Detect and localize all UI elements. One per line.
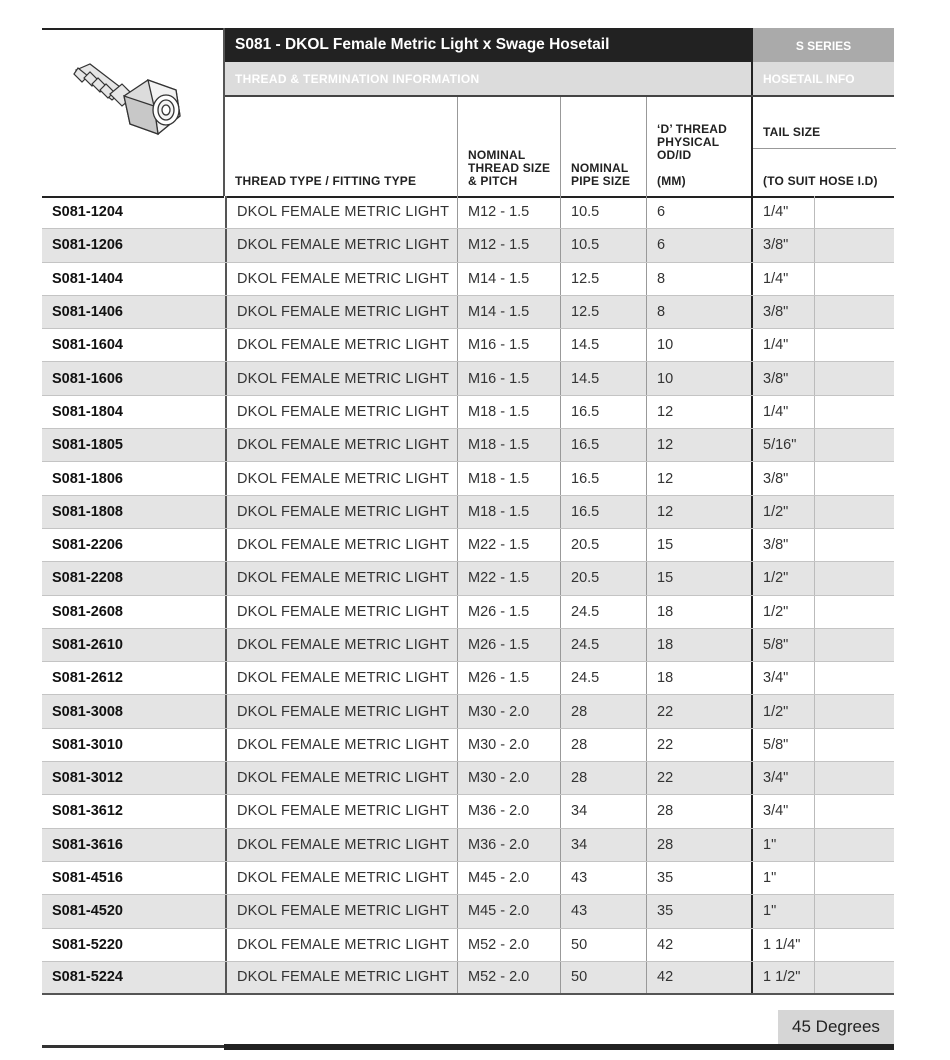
d-thread-od-cell: 22	[646, 762, 751, 794]
table-row	[42, 429, 894, 462]
table-row	[42, 695, 894, 728]
part-number-cell: S081-1206	[52, 237, 123, 254]
tail-size-cell: 1/4"	[751, 396, 814, 428]
thread-type-cell: DKOL FEMALE METRIC LIGHT	[225, 462, 457, 494]
col-nominal-thread-line2: THREAD SIZE	[468, 161, 551, 175]
tail-size-cell: 3/4"	[751, 662, 814, 694]
empty-cell	[814, 596, 894, 628]
pipe-size-cell: 16.5	[560, 429, 646, 461]
part-number-cell: S081-2206	[52, 537, 123, 554]
d-thread-od-cell: 42	[646, 962, 751, 993]
d-thread-od-cell: 28	[646, 795, 751, 827]
empty-cell	[814, 662, 894, 694]
part-number-cell: S081-5220	[52, 936, 123, 953]
tail-size-cell: 3/8"	[751, 229, 814, 261]
d-thread-od-cell: 8	[646, 296, 751, 328]
d-thread-od-cell: 18	[646, 662, 751, 694]
d-thread-od-cell: 22	[646, 695, 751, 727]
d-thread-od-cell: 10	[646, 362, 751, 394]
pipe-size-cell: 16.5	[560, 396, 646, 428]
thread-size-cell: M12 - 1.5	[457, 196, 560, 228]
pipe-size-cell: 34	[560, 829, 646, 861]
thread-type-cell: DKOL FEMALE METRIC LIGHT	[225, 862, 457, 894]
table-row	[42, 196, 894, 229]
empty-cell	[814, 729, 894, 761]
table-row	[42, 263, 894, 296]
table-row	[42, 396, 894, 429]
part-number-cell: S081-1804	[52, 403, 123, 420]
thread-type-cell: DKOL FEMALE METRIC LIGHT	[225, 529, 457, 561]
pipe-size-cell: 28	[560, 695, 646, 727]
col-d-thread-line2: PHYSICAL	[657, 135, 720, 149]
thread-type-cell: DKOL FEMALE METRIC LIGHT	[225, 695, 457, 727]
d-thread-od-cell: 12	[646, 429, 751, 461]
part-number-cell: S081-3616	[52, 836, 123, 853]
thread-size-cell: M30 - 2.0	[457, 695, 560, 727]
fitting-illustration-icon	[68, 54, 198, 164]
col-nominal-pipe	[560, 97, 646, 196]
part-number-cell: S081-4516	[52, 870, 123, 887]
pipe-size-cell: 12.5	[560, 263, 646, 295]
thread-size-cell: M16 - 1.5	[457, 329, 560, 361]
tail-size-cell: 1/2"	[751, 496, 814, 528]
part-number-cell: S081-4520	[52, 903, 123, 920]
d-thread-od-cell: 18	[646, 596, 751, 628]
table-row	[42, 329, 894, 362]
thread-type-cell: DKOL FEMALE METRIC LIGHT	[225, 263, 457, 295]
col-tail-size-label: TAIL SIZE	[753, 97, 896, 149]
part-number-cell: S081-2608	[52, 603, 123, 620]
d-thread-od-cell: 8	[646, 263, 751, 295]
empty-cell	[814, 396, 894, 428]
thread-size-cell: M22 - 1.5	[457, 529, 560, 561]
empty-cell	[814, 362, 894, 394]
thread-size-cell: M30 - 2.0	[457, 762, 560, 794]
part-number-cell: S081-1204	[52, 204, 123, 221]
col-d-thread-unit: (MM)	[657, 174, 686, 188]
pipe-size-cell: 20.5	[560, 562, 646, 594]
pipe-size-cell: 10.5	[560, 196, 646, 228]
empty-cell	[814, 229, 894, 261]
page-title: S081 - DKOL Female Metric Light x Swage Hosetail	[225, 28, 751, 62]
pipe-size-cell: 16.5	[560, 462, 646, 494]
part-number-cell: S081-1406	[52, 304, 123, 321]
thread-type-cell: DKOL FEMALE METRIC LIGHT	[225, 629, 457, 661]
product-table-body	[42, 196, 894, 995]
thread-size-cell: M26 - 1.5	[457, 596, 560, 628]
table-row	[42, 362, 894, 395]
tail-size-cell: 1/4"	[751, 196, 814, 228]
d-thread-od-cell: 10	[646, 329, 751, 361]
col-thread-type: THREAD TYPE / FITTING TYPE	[235, 174, 417, 188]
pipe-size-cell: 20.5	[560, 529, 646, 561]
table-row	[42, 562, 894, 595]
part-number-cell: S081-1806	[52, 470, 123, 487]
d-thread-od-cell: 35	[646, 895, 751, 927]
tail-size-cell: 1"	[751, 862, 814, 894]
product-image-cell	[42, 28, 224, 198]
pipe-size-cell: 28	[560, 729, 646, 761]
d-thread-od-cell: 28	[646, 829, 751, 861]
tail-size-cell: 1"	[751, 895, 814, 927]
tail-size-cell: 1/4"	[751, 263, 814, 295]
empty-cell	[814, 496, 894, 528]
col-nominal-pipe-line2: PIPE SIZE	[571, 174, 631, 188]
table-row	[42, 662, 894, 695]
tail-size-cell: 3/8"	[751, 362, 814, 394]
tail-size-cell: 3/4"	[751, 762, 814, 794]
thread-size-cell: M36 - 2.0	[457, 795, 560, 827]
thread-type-cell: DKOL FEMALE METRIC LIGHT	[225, 429, 457, 461]
d-thread-od-cell: 12	[646, 396, 751, 428]
thread-size-cell: M52 - 2.0	[457, 962, 560, 993]
thread-size-cell: M26 - 1.5	[457, 629, 560, 661]
pipe-size-cell: 10.5	[560, 229, 646, 261]
thread-type-cell: DKOL FEMALE METRIC LIGHT	[225, 729, 457, 761]
tail-size-cell: 5/16"	[751, 429, 814, 461]
thread-type-cell: DKOL FEMALE METRIC LIGHT	[225, 596, 457, 628]
table-row	[42, 296, 894, 329]
pipe-size-cell: 14.5	[560, 362, 646, 394]
thread-type-cell: DKOL FEMALE METRIC LIGHT	[225, 762, 457, 794]
thread-type-cell: DKOL FEMALE METRIC LIGHT	[225, 562, 457, 594]
d-thread-od-cell: 18	[646, 629, 751, 661]
part-number-cell: S081-3010	[52, 736, 123, 753]
table-row	[42, 895, 894, 928]
tail-size-cell: 1 1/2"	[751, 962, 814, 993]
empty-cell	[814, 929, 894, 961]
part-number-cell: S081-1808	[52, 503, 123, 520]
thread-size-cell: M45 - 2.0	[457, 862, 560, 894]
col-nominal-pipe-line1: NOMINAL	[571, 161, 629, 175]
d-thread-od-cell: 42	[646, 929, 751, 961]
col-d-thread	[646, 97, 751, 196]
thread-size-cell: M16 - 1.5	[457, 362, 560, 394]
col-d-thread-line1: ‘D’ THREAD	[657, 122, 728, 136]
part-number-cell: S081-3008	[52, 703, 123, 720]
table-row	[42, 529, 894, 562]
empty-cell	[814, 296, 894, 328]
d-thread-od-cell: 15	[646, 529, 751, 561]
tail-size-cell: 3/8"	[751, 462, 814, 494]
empty-cell	[814, 462, 894, 494]
thread-type-cell: DKOL FEMALE METRIC LIGHT	[225, 196, 457, 228]
pipe-size-cell: 14.5	[560, 329, 646, 361]
empty-cell	[814, 629, 894, 661]
part-number-cell: S081-1404	[52, 270, 123, 287]
part-number-cell: S081-2610	[52, 637, 123, 653]
thread-type-cell: DKOL FEMALE METRIC LIGHT	[225, 962, 457, 993]
tail-size-cell: 1/2"	[751, 695, 814, 727]
tail-size-cell: 1"	[751, 829, 814, 861]
thread-type-cell: DKOL FEMALE METRIC LIGHT	[225, 329, 457, 361]
angle-label: 45 Degrees	[778, 1010, 894, 1044]
thread-type-cell: DKOL FEMALE METRIC LIGHT	[225, 296, 457, 328]
table-row	[42, 762, 894, 795]
thread-type-cell: DKOL FEMALE METRIC LIGHT	[225, 229, 457, 261]
table-row	[42, 596, 894, 629]
part-number-cell: S081-1805	[52, 437, 123, 454]
table-row	[42, 862, 894, 895]
section-label-thread: THREAD & TERMINATION INFORMATION	[225, 62, 751, 95]
thread-type-cell: DKOL FEMALE METRIC LIGHT	[225, 496, 457, 528]
part-number-cell: S081-1604	[52, 337, 123, 354]
pipe-size-cell: 50	[560, 929, 646, 961]
column-headers	[225, 95, 894, 198]
thread-size-cell: M45 - 2.0	[457, 895, 560, 927]
table-row	[42, 496, 894, 529]
thread-type-cell: DKOL FEMALE METRIC LIGHT	[225, 662, 457, 694]
d-thread-od-cell: 22	[646, 729, 751, 761]
tail-size-cell: 1/2"	[751, 562, 814, 594]
empty-cell	[814, 329, 894, 361]
thread-type-cell: DKOL FEMALE METRIC LIGHT	[225, 795, 457, 827]
d-thread-od-cell: 6	[646, 229, 751, 261]
empty-cell	[814, 829, 894, 861]
empty-cell	[814, 429, 894, 461]
thread-size-cell: M52 - 2.0	[457, 929, 560, 961]
thread-size-cell: M18 - 1.5	[457, 462, 560, 494]
tail-size-cell: 1/4"	[751, 329, 814, 361]
empty-cell	[814, 962, 894, 993]
thread-type-cell: DKOL FEMALE METRIC LIGHT	[225, 829, 457, 861]
d-thread-od-cell: 12	[646, 496, 751, 528]
pipe-size-cell: 28	[560, 762, 646, 794]
thread-type-cell: DKOL FEMALE METRIC LIGHT	[225, 929, 457, 961]
d-thread-od-cell: 6	[646, 196, 751, 228]
table-row	[42, 729, 894, 762]
part-number-cell: S081-1606	[52, 370, 123, 387]
thread-size-cell: M14 - 1.5	[457, 263, 560, 295]
thread-size-cell: M18 - 1.5	[457, 396, 560, 428]
thread-size-cell: M14 - 1.5	[457, 296, 560, 328]
thread-size-cell: M26 - 1.5	[457, 662, 560, 694]
empty-cell	[814, 862, 894, 894]
thread-size-cell: M18 - 1.5	[457, 429, 560, 461]
thread-type-cell: DKOL FEMALE METRIC LIGHT	[225, 396, 457, 428]
empty-cell	[814, 895, 894, 927]
tail-size-cell: 5/8"	[751, 629, 814, 661]
part-number-cell: S081-3612	[52, 803, 123, 820]
bottom-rule-left	[42, 1045, 224, 1048]
table-row	[42, 462, 894, 495]
part-number-cell: S081-2208	[52, 570, 123, 587]
catalog-header	[42, 28, 894, 196]
thread-size-cell: M18 - 1.5	[457, 496, 560, 528]
col-d-thread-line3: OD/ID	[657, 148, 692, 162]
pipe-size-cell: 24.5	[560, 629, 646, 661]
pipe-size-cell: 24.5	[560, 596, 646, 628]
empty-cell	[814, 263, 894, 295]
part-number-cell: S081-3012	[52, 770, 123, 787]
table-row	[42, 795, 894, 828]
col-tail-size-sub: (TO SUIT HOSE I.D)	[763, 174, 878, 188]
col-nominal-thread	[457, 97, 560, 196]
empty-cell	[814, 196, 894, 228]
col-nominal-thread-line1: NOMINAL	[468, 148, 526, 162]
thread-type-cell: DKOL FEMALE METRIC LIGHT	[225, 362, 457, 394]
part-number-cell: S081-5224	[52, 969, 123, 986]
table-row	[42, 829, 894, 862]
pipe-size-cell: 43	[560, 895, 646, 927]
series-label: S SERIES	[751, 28, 894, 62]
tail-size-cell: 3/4"	[751, 795, 814, 827]
table-row	[42, 962, 894, 995]
thread-type-cell: DKOL FEMALE METRIC LIGHT	[225, 895, 457, 927]
tail-size-cell: 1 1/4"	[751, 929, 814, 961]
table-row	[42, 229, 894, 262]
empty-cell	[814, 562, 894, 594]
bottom-rule-right	[224, 1044, 894, 1050]
pipe-size-cell: 34	[560, 795, 646, 827]
tail-size-cell: 5/8"	[751, 729, 814, 761]
d-thread-od-cell: 15	[646, 562, 751, 594]
section-label-hosetail: HOSETAIL INFO	[751, 62, 894, 95]
part-number-cell: S081-2612	[52, 670, 123, 687]
pipe-size-cell: 24.5	[560, 662, 646, 694]
col-tail-size	[751, 97, 894, 196]
table-row	[42, 629, 894, 662]
empty-cell	[814, 529, 894, 561]
thread-size-cell: M12 - 1.5	[457, 229, 560, 261]
header-block	[42, 28, 894, 196]
pipe-size-cell: 50	[560, 962, 646, 993]
empty-cell	[814, 762, 894, 794]
tail-size-cell: 1/2"	[751, 596, 814, 628]
empty-cell	[814, 695, 894, 727]
tail-size-cell: 3/8"	[751, 296, 814, 328]
table-row	[42, 929, 894, 962]
thread-size-cell: M36 - 2.0	[457, 829, 560, 861]
tail-size-cell: 3/8"	[751, 529, 814, 561]
thread-size-cell: M30 - 2.0	[457, 729, 560, 761]
thread-size-cell: M22 - 1.5	[457, 562, 560, 594]
d-thread-od-cell: 12	[646, 462, 751, 494]
pipe-size-cell: 43	[560, 862, 646, 894]
col-nominal-thread-line3: & PITCH	[468, 174, 518, 188]
empty-cell	[814, 795, 894, 827]
pipe-size-cell: 16.5	[560, 496, 646, 528]
d-thread-od-cell: 35	[646, 862, 751, 894]
pipe-size-cell: 12.5	[560, 296, 646, 328]
